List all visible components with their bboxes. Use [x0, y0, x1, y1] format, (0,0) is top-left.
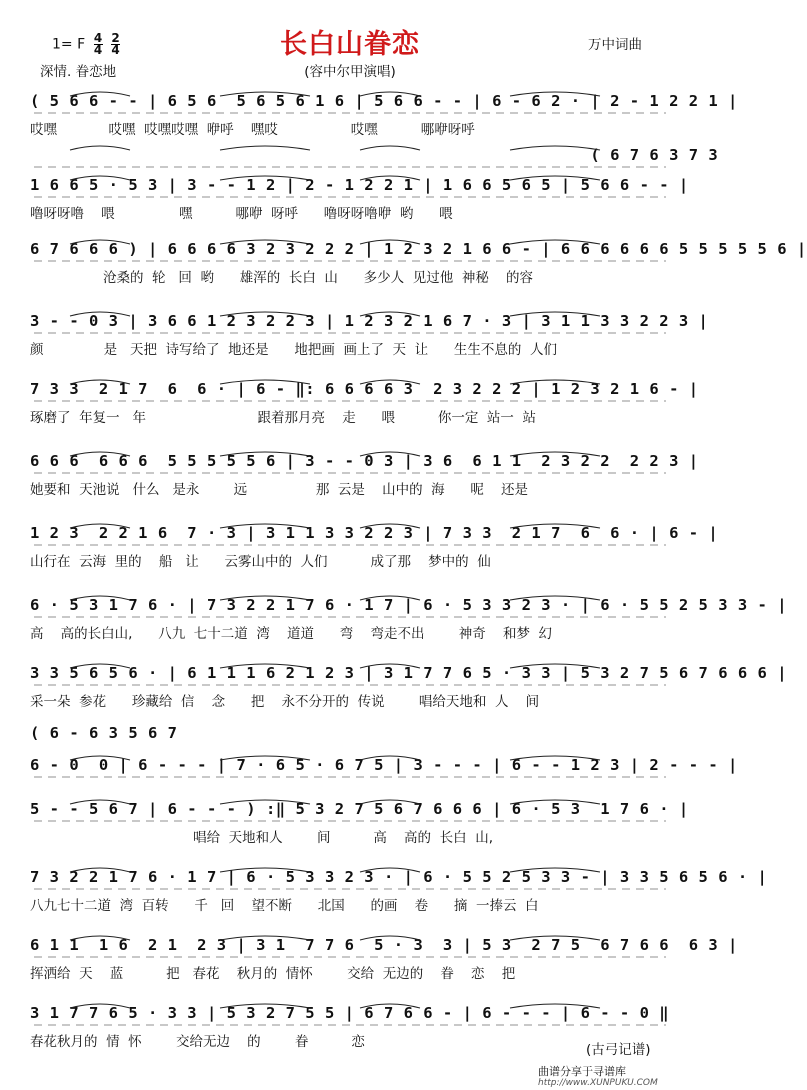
- score-row: [30, 664, 788, 718]
- share-note: 曲谱分享于寻谱库: [538, 1065, 626, 1078]
- notation-line: 3 - - 0 3 | 3 6 6 1 2 3 2 2 3 | 1 2 3 2 1 6 7 · 3 | 3 1 1 3 3 2 2 3 |: [30, 312, 709, 330]
- meter-4-4: $\frac{4}{4}$: [93, 31, 103, 57]
- score-row: [30, 452, 699, 506]
- score-row: [30, 868, 768, 922]
- key-label: 1= F: [52, 36, 86, 53]
- notation-line: 6 1 1 1 6 2 1 2 3 | 3 1 7 7 6 5 · 3 3 | 5 3 2 7 5 6 7 6 6 6 3 |: [30, 936, 738, 954]
- composer-credit: 万中词曲: [588, 37, 642, 53]
- lyric-line: 高 高的长白山, 八九 七十二道 湾 道道 弯 弯走不出 神奇 和梦 幻: [30, 626, 553, 642]
- singer-credit: (容中尔甲演唱): [304, 64, 396, 80]
- notation-line: 7 3 3 2 1 7 6 6 · | 6 - ‖: 6 6 6 6 3 2 3 2 2 2 | 1 2 3 2 1 6 - |: [30, 380, 699, 398]
- lyric-line: 春花秋月的 情 怀 交给无边 的 眷 恋: [30, 1034, 365, 1050]
- notation-line: 5 - - 5 6 7 | 6 - - - ) :‖ 5 3 2 7 5 6 7 6 6 6 | 6 · 5 3 1 7 6 · |: [30, 800, 689, 818]
- lyric-line: 八九七十二道 湾 百转 千 回 望不断 北国 的画 卷 摘 一捧云 白: [30, 898, 539, 914]
- lyric-line: 山行在 云海 里的 船 让 云雾山中的 人们 成了那 梦中的 仙: [30, 554, 491, 570]
- score-row: [30, 524, 719, 578]
- notation-line: 1 6 6 5 · 5 3 | 3 - - 1 2 | 2 - 1 2 2 1 | 1 6 6 5 6 5 | 5 6 6 - - |: [30, 176, 689, 194]
- lyric-line: 沧桑的 轮 回 哟 雄浑的 长白 山 多少人 见过他 神秘 的容: [30, 270, 533, 286]
- score-row: [30, 800, 689, 854]
- site-url: http://www.XUNPUKU.COM: [538, 1078, 658, 1088]
- score-row: [30, 1004, 670, 1058]
- notation-line: 3 3 5 6 5 6 · | 6 1 1 1 6 2 1 2 3 | 3 1 7 7 6 5 · 3 3 | 5 3 2 7 5 6 7 6 6 6 |: [30, 664, 788, 682]
- lyric-line: 噜呀呀噜 喂 嘿 哪咿 呀呼 噜呀呀噜咿 哟 喂: [30, 206, 453, 222]
- lyric-line: 她要和 天池说 什么 是永 远 那 云是 山中的 海 呢 还是: [30, 482, 529, 498]
- lyric-line: 琢磨了 年复一 年 跟着那月亮 走 喂 你一定 站一 站: [30, 410, 537, 426]
- notation-line: ( 6 7 6 3 7 3: [30, 146, 719, 164]
- notation-line: ( 5 6 6 - - | 6 5 6 5 6 5 6 1 6 | 5 6 6 - - | 6 - 6 2 · | 2 - 1 2 2 1 |: [30, 92, 738, 110]
- score-row: [30, 596, 788, 650]
- score-row: [30, 936, 738, 990]
- score-row: [30, 176, 689, 230]
- meter-2-4: $\frac{2}{4}$: [111, 31, 120, 57]
- notation-line: 6 7 6 6 6 ) | 6 6 6 6 3 2 3 2 2 2 | 1 2 3 2 1 6 6 - | 6 6 6 6 6 6 5 5 5 5 5 6 |: [30, 240, 807, 258]
- lyric-line: 颜 是 天把 诗写给了 地还是 地把画 画上了 天 让 生生不息的 人们: [30, 342, 557, 358]
- notation-line: 3 1 7 7 6 5 · 3 3 | 5 3 2 7 5 5 | 6 7 6 6 - | 6 - - - | 6 - - 0 ‖: [30, 1004, 670, 1022]
- score-row: [30, 92, 738, 146]
- score-row: [30, 312, 709, 366]
- notation-line: 7 3 2 2 1 7 6 · 1 7 | 6 · 5 3 3 2 3 · | 6 · 5 5 2 5 3 3 - | 3 3 5 6 5 6 · |: [30, 868, 768, 886]
- transcriber-credit: (古弓记谱): [586, 1042, 651, 1058]
- lyric-line: 唱给 天地和人 间 高 高的 长白 山,: [30, 830, 494, 846]
- page-title: 长白山眷恋: [280, 29, 420, 60]
- notation-line: 6 6 6 6 6 6 5 5 5 5 5 6 | 3 - - 0 3 | 3 6 6 1 1 2 3 2 2 2 2 3 |: [30, 452, 699, 470]
- lyric-line: 挥洒给 天 蓝 把 春花 秋月的 情怀 交给 无边的 眷 恋 把: [30, 966, 516, 982]
- score-row: [30, 240, 807, 294]
- key-signature: [52, 33, 120, 56]
- lyric-line: 哎嘿 哎嘿 哎嘿哎嘿 咿呼 嘿哎 哎嘿 哪咿呀呼: [30, 122, 475, 138]
- notation-line: ( 6 - 6 3 5 6 7: [30, 724, 178, 742]
- notation-line: 6 · 5 3 1 7 6 · | 7 3 2 2 1 7 6 · 1 7 | 6 · 5 3 3 2 3 · | 6 · 5 5 2 5 3 3 - |: [30, 596, 788, 614]
- notation-line: 1 2 3 2 2 1 6 7 · 3 | 3 1 1 3 3 2 2 3 | 7 3 3 2 1 7 6 6 · | 6 - |: [30, 524, 719, 542]
- lyric-line: 采一朵 参花 珍藏给 信 念 把 永不分开的 传说 唱给天地和 人 间: [30, 694, 540, 710]
- expression-mark: 深情. 眷恋地: [40, 64, 117, 80]
- score-row: [30, 380, 699, 434]
- notation-line: 6 - 0 0 | 6 - - - | 7 · 6 5 · 6 7 5 | 3 - - - | 6 - - 1 2 3 | 2 - - - |: [30, 756, 738, 774]
